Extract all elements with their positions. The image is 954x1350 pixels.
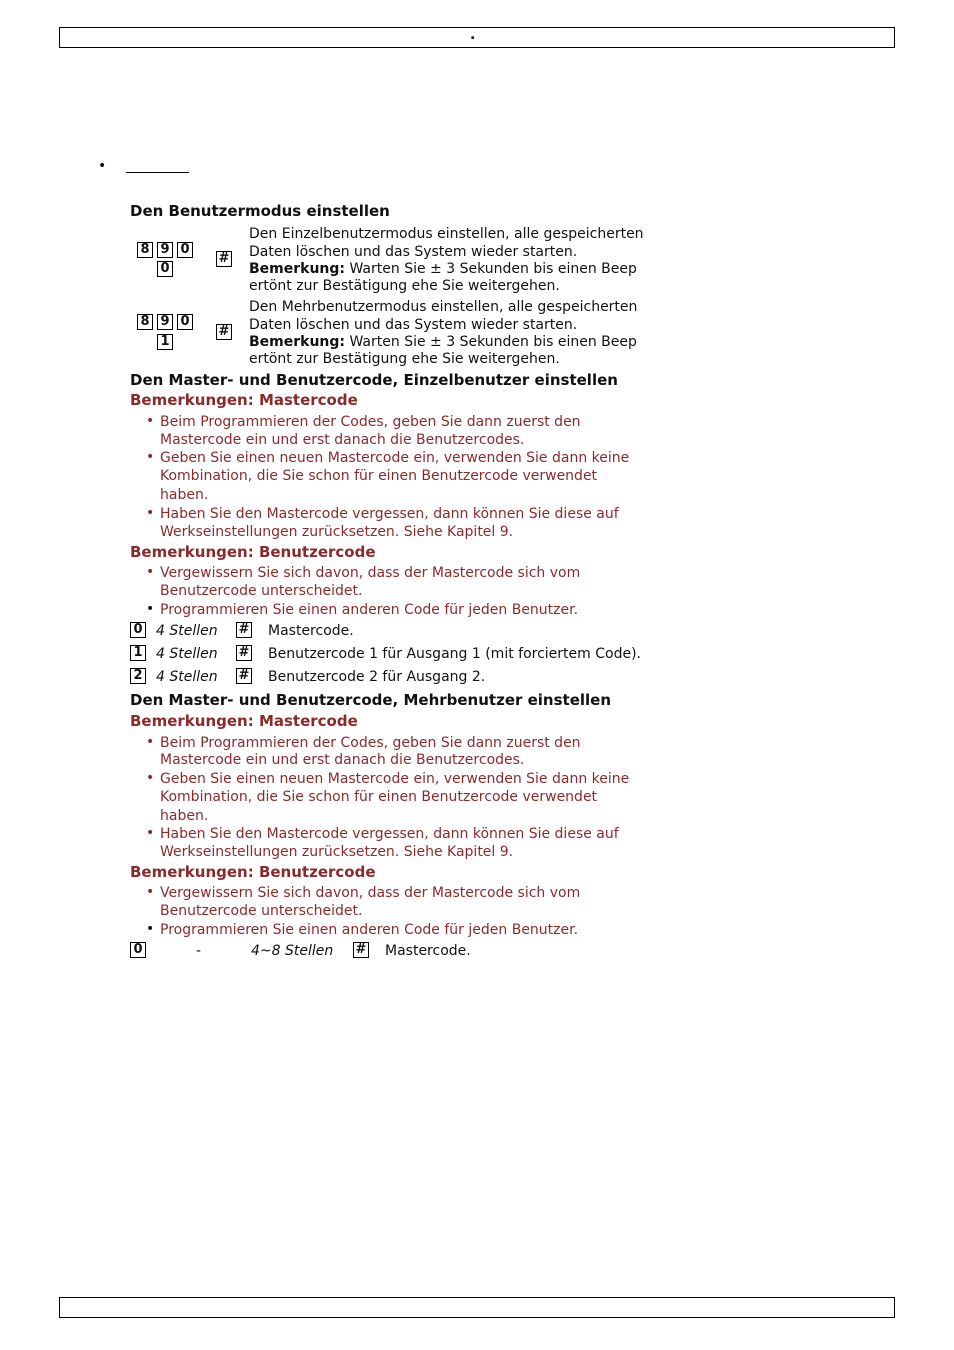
row2-note-text: Warten Sie ± 3 Sekunden bis einen Beep bbox=[345, 334, 637, 350]
s2-user-note-1-line-1: Vergewissern Sie sich davon, dass der Mastercode sich vom bbox=[160, 565, 581, 581]
row1-note-label: Bemerkung: bbox=[249, 261, 346, 277]
bullet: • bbox=[146, 413, 155, 429]
s2-master-note-1-line-1: Beim Programmieren der Codes, geben Sie dann zuerst den bbox=[160, 414, 581, 430]
s3-master-note-3-line-2: Werkseinstellungen zurücksetzen. Siehe Kapitel 9. bbox=[160, 844, 514, 860]
header-dot: . bbox=[470, 27, 476, 43]
s3-user-note-2-line-1: Programmieren Sie einen anderen Code für jeden Benutzer. bbox=[160, 922, 579, 938]
header-box bbox=[59, 27, 895, 48]
code-digits: 4 Stellen bbox=[156, 623, 218, 639]
key-9: 9 bbox=[157, 314, 173, 330]
s2-user-note-2-line-1: Programmieren Sie einen anderen Code für jeden Benutzer. bbox=[160, 602, 579, 618]
s3-master-note-2-line-1: Geben Sie einen neuen Mastercode ein, verwenden Sie dann keine bbox=[160, 771, 630, 787]
s3-user-note-1-line-1: Vergewissern Sie sich davon, dass der Mastercode sich vom bbox=[160, 885, 581, 901]
code-digits: 4~8 Stellen bbox=[251, 943, 334, 959]
top-underline bbox=[126, 172, 189, 173]
s3-master-note-2-line-3: haben. bbox=[160, 808, 209, 824]
row2-note bbox=[249, 333, 637, 351]
bullet: • bbox=[146, 505, 155, 521]
section3-user-heading: Bemerkungen: Benutzercode bbox=[130, 863, 376, 881]
code-digits: 4 Stellen bbox=[156, 669, 218, 685]
bullet: • bbox=[146, 884, 155, 900]
row1-line4: ertönt zur Bestätigung ehe Sie weitergehen. bbox=[249, 278, 560, 294]
s2-master-note-2-line-1: Geben Sie einen neuen Mastercode ein, verwenden Sie dann keine bbox=[160, 450, 630, 466]
key-1-bottom: 1 bbox=[157, 334, 173, 350]
code-desc: Benutzercode 1 für Ausgang 1 (mit forciertem Code). bbox=[268, 646, 641, 662]
hash-key: # bbox=[236, 622, 252, 638]
s2-master-note-3-line-1: Haben Sie den Mastercode vergessen, dann können Sie diese auf bbox=[160, 506, 619, 522]
section2-user-heading: Bemerkungen: Benutzercode bbox=[130, 543, 376, 561]
bullet: • bbox=[146, 734, 155, 750]
bullet: • bbox=[146, 770, 155, 786]
key-8: 8 bbox=[137, 314, 153, 330]
key-0: 0 bbox=[177, 242, 193, 258]
code-key-2: 2 bbox=[130, 668, 146, 684]
row1-line2: Daten löschen und das System wieder starten. bbox=[249, 244, 578, 260]
hash-key: # bbox=[353, 942, 369, 958]
s3-master-note-1-line-2: Mastercode ein und erst danach die Benutzercodes. bbox=[160, 752, 525, 768]
s3-master-note-3-line-1: Haben Sie den Mastercode vergessen, dann können Sie diese auf bbox=[160, 826, 619, 842]
code-desc: Benutzercode 2 für Ausgang 2. bbox=[268, 669, 486, 685]
row1-note-text: Warten Sie ± 3 Sekunden bis einen Beep bbox=[345, 261, 637, 277]
hash-key: # bbox=[216, 251, 232, 267]
row2-line4: ertönt zur Bestätigung ehe Sie weitergehen. bbox=[249, 351, 560, 367]
code-dash: - bbox=[196, 943, 202, 959]
section2-master-heading: Bemerkungen: Mastercode bbox=[130, 391, 358, 409]
hash-key: # bbox=[216, 324, 232, 340]
bullet: • bbox=[146, 921, 155, 937]
code-key-0: 0 bbox=[130, 942, 146, 958]
code-desc: Mastercode. bbox=[385, 943, 471, 959]
key-0: 0 bbox=[177, 314, 193, 330]
s2-master-note-2-line-3: haben. bbox=[160, 487, 209, 503]
bullet: • bbox=[146, 601, 155, 617]
section2-title: Den Master- und Benutzercode, Einzelbenutzer einstellen bbox=[130, 371, 618, 389]
code-desc: Mastercode. bbox=[268, 623, 354, 639]
section3-title: Den Master- und Benutzercode, Mehrbenutzer einstellen bbox=[130, 691, 612, 709]
bullet: • bbox=[146, 825, 155, 841]
bullet: • bbox=[146, 564, 155, 580]
s3-master-note-1-line-1: Beim Programmieren der Codes, geben Sie dann zuerst den bbox=[160, 735, 581, 751]
key-0-bottom: 0 bbox=[157, 261, 173, 277]
footer-box bbox=[59, 1297, 895, 1318]
row1-note bbox=[249, 260, 637, 278]
hash-key: # bbox=[236, 645, 252, 661]
s2-master-note-1-line-2: Mastercode ein und erst danach die Benutzercodes. bbox=[160, 432, 525, 448]
row2-line1: Den Mehrbenutzermodus einstellen, alle gespeicherten bbox=[249, 299, 638, 315]
s2-master-note-2-line-2: Kombination, die Sie schon für einen Benutzercode verwendet bbox=[160, 468, 598, 484]
section3-master-heading: Bemerkungen: Mastercode bbox=[130, 712, 358, 730]
bullet: • bbox=[146, 449, 155, 465]
code-digits: 4 Stellen bbox=[156, 646, 218, 662]
code-key-1: 1 bbox=[130, 645, 146, 661]
top-bullet: • bbox=[98, 158, 107, 174]
s2-master-note-3-line-2: Werkseinstellungen zurücksetzen. Siehe Kapitel 9. bbox=[160, 524, 514, 540]
row2-note-label: Bemerkung: bbox=[249, 334, 346, 350]
row1-line1: Den Einzelbenutzermodus einstellen, alle gespeicherten bbox=[249, 226, 644, 242]
s3-user-note-1-line-2: Benutzercode unterscheidet. bbox=[160, 903, 363, 919]
code-key-0: 0 bbox=[130, 622, 146, 638]
key-8: 8 bbox=[137, 242, 153, 258]
row2-line2: Daten löschen und das System wieder starten. bbox=[249, 317, 578, 333]
key-9: 9 bbox=[157, 242, 173, 258]
s2-user-note-1-line-2: Benutzercode unterscheidet. bbox=[160, 583, 363, 599]
section1-title: Den Benutzermodus einstellen bbox=[130, 202, 390, 220]
s3-master-note-2-line-2: Kombination, die Sie schon für einen Benutzercode verwendet bbox=[160, 789, 598, 805]
hash-key: # bbox=[236, 668, 252, 684]
